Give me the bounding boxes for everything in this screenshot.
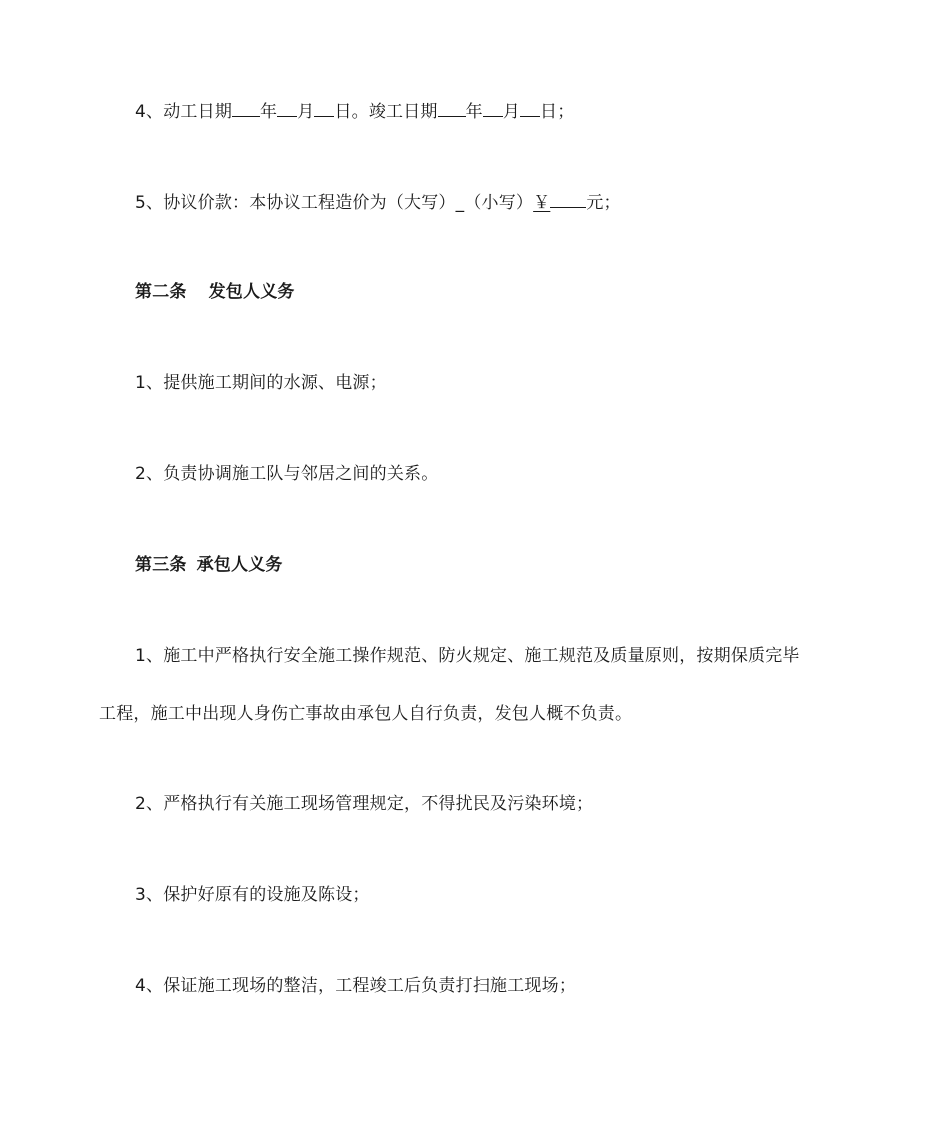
item4-prefix: 4、动工日期 bbox=[135, 102, 233, 122]
item4-day-2: 日； bbox=[540, 102, 575, 122]
clause1-item4 bbox=[135, 98, 574, 124]
clause2-number: 第二条 bbox=[135, 282, 187, 302]
clause2-heading bbox=[135, 280, 295, 304]
clause3-number: 第三条 bbox=[135, 555, 187, 575]
blank-end-month bbox=[483, 98, 503, 117]
blank-end-year bbox=[438, 98, 466, 117]
item5-mid: （小写） bbox=[464, 193, 534, 213]
blank-start-month bbox=[277, 98, 297, 117]
blank-start-year bbox=[232, 98, 260, 117]
blank-start-day bbox=[314, 98, 334, 117]
item4-month-2: 月 bbox=[502, 102, 521, 122]
clause1-item5 bbox=[135, 189, 621, 215]
clause3-item4: 4、保证施工现场的整洁，工程竣工后负责打扫施工现场； bbox=[135, 976, 577, 996]
clause3-item1-line1: 1、施工中严格执行安全施工操作规范、防火规定、施工规范及质量原则，按期保质完毕 bbox=[135, 646, 800, 666]
item4-year-2: 年 bbox=[465, 102, 483, 122]
blank-end-day bbox=[520, 98, 540, 117]
clause3-item2: 2、严格执行有关施工现场管理规定，不得扰民及污染环境； bbox=[135, 794, 594, 814]
clause3-title: 承包人义务 bbox=[196, 555, 283, 575]
clause2-item2: 2、负责协调施工队与邻居之间的关系。 bbox=[135, 464, 439, 484]
item5-suffix: 元； bbox=[586, 193, 621, 213]
clause3-item1-line2: 工程，施工中出现人身伤亡事故由承包人自行负责，发包人概不负责。 bbox=[99, 704, 633, 724]
item4-month-1: 月 bbox=[297, 102, 315, 122]
item5-blank: _ bbox=[455, 193, 465, 213]
clause3-item3: 3、保护好原有的设施及陈设； bbox=[135, 885, 370, 905]
item4-day-1: 日。竣工日期 bbox=[334, 102, 438, 122]
item5-yen: ￥ bbox=[533, 193, 551, 213]
item4-year-1: 年 bbox=[260, 102, 278, 122]
clause2-item1: 1、提供施工期间的水源、电源； bbox=[135, 373, 387, 393]
clause3-heading bbox=[135, 553, 283, 577]
item5-prefix: 5、协议价款：本协议工程造价为（大写） bbox=[135, 193, 456, 213]
clause2-title: 发包人义务 bbox=[208, 282, 295, 302]
blank-amount bbox=[550, 189, 586, 208]
